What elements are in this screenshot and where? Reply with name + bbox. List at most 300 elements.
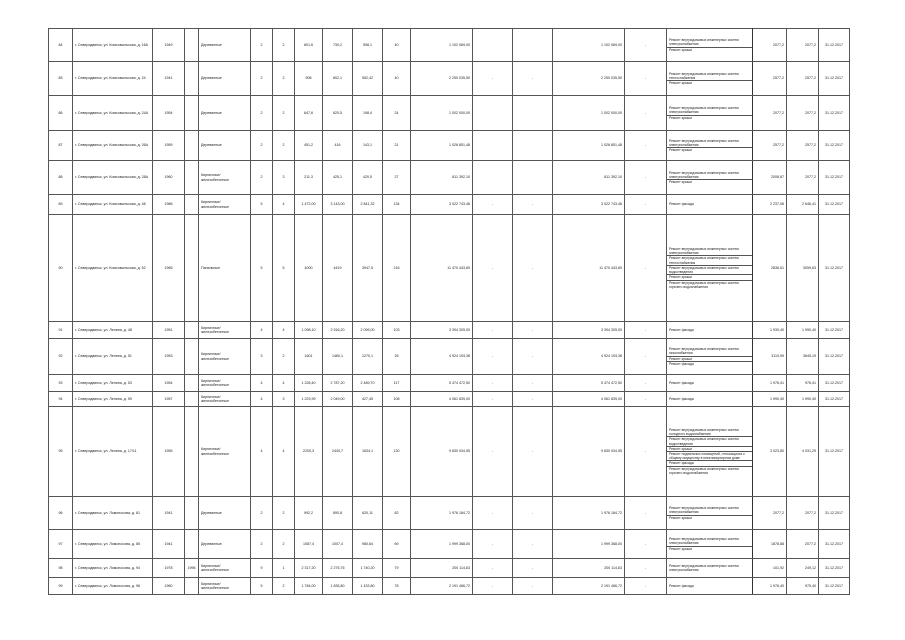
limit-cost-cell: 249,12 xyxy=(787,559,819,578)
entrances-cell: 2 xyxy=(273,96,295,131)
document-sheet xyxy=(48,28,849,595)
cost-d-cell: - xyxy=(625,215,667,322)
unit-cost-cell: 2077,2 xyxy=(753,29,787,62)
cost-a-cell: - xyxy=(473,559,513,578)
works-cell xyxy=(667,559,753,578)
num-cell: 96 xyxy=(49,497,73,530)
table-row xyxy=(49,96,850,131)
works-cell xyxy=(667,375,753,392)
cost-b-cell xyxy=(513,29,553,62)
floors-cell: 2 xyxy=(251,530,273,559)
num-cell: 88 xyxy=(49,161,73,195)
work-item: Ремонт крыши xyxy=(669,356,693,361)
area-res-cell: 2 489,70 xyxy=(353,375,383,392)
limit-cost-cell: 2077,2 xyxy=(787,96,819,131)
works-cell xyxy=(667,578,753,595)
area-res-cell: 598,1 xyxy=(353,29,383,62)
cost-a-cell: - xyxy=(473,322,513,339)
area-living-cell: 802,1 xyxy=(323,62,353,96)
cost-d-cell: - xyxy=(625,322,667,339)
residents-cell: 24 xyxy=(383,96,411,131)
cost-b-cell xyxy=(513,96,553,131)
area-res-cell: 420,5 xyxy=(353,161,383,195)
area-living-cell: 620,5 xyxy=(323,96,353,131)
work-item: Ремонт крыши xyxy=(669,81,693,86)
work-item: Ремонт фасада xyxy=(669,361,694,366)
cost-b-cell xyxy=(513,131,553,161)
area-living-cell: 890,8 xyxy=(323,497,353,530)
num-cell: 98 xyxy=(49,559,73,578)
cost-c-cell: 1 102 069,00 xyxy=(553,29,625,62)
area-living-cell: 2 916,20 xyxy=(323,322,353,339)
address-cell: г. Северодвинск, ул. Ленина, д. 53 xyxy=(73,375,153,392)
works-cell xyxy=(667,161,753,195)
cost-c-cell: 2 250 035,50 xyxy=(553,62,625,96)
cost-a-cell: - xyxy=(473,375,513,392)
area-living-cell: 1460,1 xyxy=(323,339,353,375)
cost-c-cell: 3 394 305,00 xyxy=(553,322,625,339)
entrances-cell: 2 xyxy=(273,131,295,161)
year-cell: 1978 xyxy=(153,559,185,578)
area-living-cell: 3 143,00 xyxy=(323,195,353,215)
wall-cell: Кирпичные/ железобетонные xyxy=(199,195,251,215)
entrances-cell: 2 xyxy=(273,530,295,559)
area-res-cell: 980,64 xyxy=(353,530,383,559)
residents-cell: 78 xyxy=(383,578,411,595)
year-cell: 1953 xyxy=(153,339,185,375)
cost-b-cell: - xyxy=(513,530,553,559)
area-res-cell: 1270,1 xyxy=(353,339,383,375)
year-cell: 1954 xyxy=(153,375,185,392)
work-item: Ремонт внутридомовых инженерных систем холодного водоснабжения xyxy=(669,427,739,437)
table-row xyxy=(49,407,850,497)
cost-a-cell xyxy=(473,161,513,195)
num-cell: 92 xyxy=(49,339,73,375)
year-cell: 1959 xyxy=(153,131,185,161)
entrances-cell: 2 xyxy=(273,339,295,375)
residents-cell: 40 xyxy=(383,29,411,62)
residents-cell: 134 xyxy=(383,195,411,215)
floors-cell: 2 xyxy=(251,131,273,161)
cost-b-cell: - xyxy=(513,339,553,375)
wall-extra-cell xyxy=(185,131,199,161)
unit-cost-cell: 1 990,40 xyxy=(753,392,787,407)
floors-cell: 3 xyxy=(251,339,273,375)
cost-a-cell xyxy=(473,96,513,131)
work-item: Ремонт крыши xyxy=(669,148,693,153)
cost-b-cell: - xyxy=(513,578,553,595)
table-row xyxy=(49,530,850,559)
area-res-cell: 620,11 xyxy=(353,497,383,530)
cost-total-cell: 3 394 305,00 xyxy=(411,322,473,339)
cost-total-cell: 9 830 034,55 xyxy=(411,407,473,497)
area-total-cell: 1087,4 xyxy=(295,530,323,559)
work-item: Ремонт крыши xyxy=(669,546,693,551)
wall-extra-cell xyxy=(185,407,199,497)
address-cell: г. Северодвинск, ул. Ленина, д. 59 xyxy=(73,392,153,407)
limit-cost-cell: 2577,2 xyxy=(787,62,819,96)
unit-cost-cell: 2077,2 xyxy=(753,96,787,131)
area-total-cell: 2200,3 xyxy=(295,407,323,497)
num-cell: 94 xyxy=(49,392,73,407)
year-cell: 1960 xyxy=(153,161,185,195)
address-cell: г. Северодвинск, ул. Комсомольская, д. 28А xyxy=(73,161,153,195)
cost-c-cell: 811 392,10 xyxy=(553,161,625,195)
limit-cost-cell: 1 990,40 xyxy=(787,392,819,407)
entrances-cell: 3 xyxy=(273,161,295,195)
unit-cost-cell: 3 023,80 xyxy=(753,407,787,497)
work-item: Ремонт внутридомовых инженерных систем теплоснабжения xyxy=(669,71,739,80)
entrances-cell: 2 xyxy=(273,497,295,530)
unit-cost-cell: 3110,99 xyxy=(753,339,787,375)
floors-cell: 2 xyxy=(251,62,273,96)
table-row xyxy=(49,161,850,195)
year-cell: 1957 xyxy=(153,392,185,407)
table-row xyxy=(49,195,850,215)
cost-total-cell: 3 022 743,48 xyxy=(411,195,473,215)
deadline-cell: 31.12.2017 xyxy=(819,559,850,578)
cost-d-cell: - xyxy=(625,559,667,578)
cost-total-cell: 200 114,63 xyxy=(411,559,473,578)
limit-cost-cell: 2077,2 xyxy=(787,29,819,62)
floors-cell: 2 xyxy=(251,161,273,195)
cost-b-cell: - xyxy=(513,195,553,215)
cost-d-cell: - xyxy=(625,497,667,530)
cost-d-cell: - xyxy=(625,62,667,96)
residents-cell: 27 xyxy=(383,161,411,195)
unit-cost-cell: 2836,51 xyxy=(753,215,787,322)
floors-cell: 9 xyxy=(251,559,273,578)
cost-c-cell: 2 191 466,72 xyxy=(553,578,625,595)
cost-d-cell: - xyxy=(625,530,667,559)
area-living-cell: 2 275,76 xyxy=(323,559,353,578)
cost-a-cell xyxy=(473,29,513,62)
cost-total-cell: 2 191 466,72 xyxy=(411,578,473,595)
residents-cell: 130 xyxy=(383,407,411,497)
cost-c-cell: 1 002 000,00 xyxy=(553,96,625,131)
cost-d-cell: - xyxy=(625,195,667,215)
area-living-cell: 4419 xyxy=(323,215,353,322)
cost-b-cell: - xyxy=(513,375,553,392)
address-cell: г. Северодвинск, ул. Ленина, д. 51 xyxy=(73,339,153,375)
cost-d-cell: - xyxy=(625,96,667,131)
limit-cost-cell: 4 031,29 xyxy=(787,407,819,497)
cost-a-cell: - xyxy=(473,407,513,497)
entrances-cell: 3 xyxy=(273,392,295,407)
works-cell xyxy=(667,322,753,339)
cost-a-cell: - xyxy=(473,530,513,559)
table-body xyxy=(49,29,850,595)
area-total-cell: 801,6 xyxy=(295,29,323,62)
wall-extra-cell xyxy=(185,339,199,375)
works-cell xyxy=(667,392,753,407)
works-cell xyxy=(667,497,753,530)
work-item: Ремонт подвальных помещений, относящихся к общему имуществу в многоквартирном доме xyxy=(669,452,745,461)
cost-c-cell: 1 976 184,72 xyxy=(553,497,625,530)
floors-cell: 4 xyxy=(251,392,273,407)
wall-extra-cell xyxy=(185,322,199,339)
entrances-cell: 5 xyxy=(273,215,295,322)
wall-cell: Кирпичные/ железобетонные xyxy=(199,322,251,339)
cost-a-cell: - xyxy=(473,339,513,375)
limit-cost-cell: 976,41 xyxy=(787,375,819,392)
area-total-cell: 1 784,00 xyxy=(295,578,323,595)
work-item: Ремонт внутридомовых инженерных систем водоотведения xyxy=(669,437,739,446)
wall-cell: Кирпичные/ железобетонные xyxy=(199,392,251,407)
wall-cell: Кирпичные/ железобетонные xyxy=(199,339,251,375)
floors-cell: 2 xyxy=(251,29,273,62)
deadline-cell: 31.12.2017 xyxy=(819,322,850,339)
wall-extra-cell xyxy=(185,96,199,131)
cost-total-cell: 1 026 851,48 xyxy=(411,131,473,161)
table-row xyxy=(49,29,850,62)
cost-a-cell: - xyxy=(473,578,513,595)
repair-program-table xyxy=(48,28,850,595)
table-row xyxy=(49,215,850,322)
wall-extra-cell xyxy=(185,497,199,530)
area-total-cell: 1 223,99 xyxy=(295,392,323,407)
floors-cell: 5 xyxy=(251,578,273,595)
cost-a-cell: - xyxy=(473,195,513,215)
works-cell xyxy=(667,29,753,62)
residents-cell: 79 xyxy=(383,559,411,578)
area-res-cell: 427,45 xyxy=(353,392,383,407)
entrances-cell: 4 xyxy=(273,407,295,497)
num-cell: 93 xyxy=(49,375,73,392)
num-cell: 99 xyxy=(49,578,73,595)
work-item: Ремонт фасада xyxy=(669,461,694,466)
work-item: Ремонт фасада xyxy=(669,202,694,207)
cost-total-cell: 4 924 193,38 xyxy=(411,339,473,375)
table-row xyxy=(49,497,850,530)
year-cell: 1951 xyxy=(153,322,185,339)
residents-cell: 108 xyxy=(383,392,411,407)
residents-cell: 82 xyxy=(383,497,411,530)
work-item: Ремонт крыши xyxy=(669,446,693,451)
wall-cell: Кирпичные/ железобетонные xyxy=(199,578,251,595)
works-cell xyxy=(667,96,753,131)
limit-cost-cell: 1 990,40 xyxy=(787,322,819,339)
cost-d-cell: - xyxy=(625,131,667,161)
floors-cell: 2 xyxy=(251,96,273,131)
table-row xyxy=(49,62,850,96)
floors-cell: 5 xyxy=(251,215,273,322)
area-living-cell: 1007,4 xyxy=(323,530,353,559)
area-living-cell: 2440,7 xyxy=(323,407,353,497)
cost-b-cell xyxy=(513,161,553,195)
work-item: Ремонт внутридомовых инженерных систем теплоснабжения xyxy=(669,256,739,265)
num-cell: 86 xyxy=(49,96,73,131)
area-total-cell: 1 472,00 xyxy=(295,195,323,215)
cost-d-cell: - xyxy=(625,375,667,392)
work-item: Ремонт фасада xyxy=(669,583,694,588)
year-cell: 1986 xyxy=(153,195,185,215)
wall-extra-cell xyxy=(185,29,199,62)
work-item: Ремонт внутридомовых инженерных систем электроснабжения xyxy=(669,138,739,147)
address-cell: г. Северодвинск, ул. Ломоносова, д. 85 xyxy=(73,530,153,559)
entrances-cell: 4 xyxy=(273,375,295,392)
wall-extra-cell xyxy=(185,62,199,96)
deadline-cell: 31.12.2017 xyxy=(819,497,850,530)
deadline-cell: 31.12.2017 xyxy=(819,161,850,195)
work-item: Ремонт внутридомовых инженерных систем электроснабжения xyxy=(669,537,739,546)
unit-cost-cell: 1 976,41 xyxy=(753,375,787,392)
cost-b-cell: - xyxy=(513,497,553,530)
cost-total-cell: 811 392,10 xyxy=(411,161,473,195)
cost-a-cell: - xyxy=(473,497,513,530)
cost-a-cell xyxy=(473,131,513,161)
cost-c-cell: 1 026 851,48 xyxy=(553,131,625,161)
cost-c-cell: 9 830 034,55 xyxy=(553,407,625,497)
address-cell: г. Северодвинск, ул. Ленина, д. 48 xyxy=(73,322,153,339)
num-cell: 90 xyxy=(49,215,73,322)
work-item: Ремонт крыши xyxy=(669,275,693,280)
area-living-cell: 416 xyxy=(323,131,353,161)
wall-cell: Деревянные xyxy=(199,62,251,96)
address-cell: г. Северодвинск, ул. Комсомольская, д. 52 xyxy=(73,215,153,322)
work-item: Ремонт внутридомовых инженерных систем горячего водоснабжения xyxy=(669,466,739,475)
cost-b-cell: - xyxy=(513,215,553,322)
year-cell: 1949 xyxy=(153,29,185,62)
cost-d-cell: - xyxy=(625,29,667,62)
num-cell: 91 xyxy=(49,322,73,339)
work-item: Ремонт крыши xyxy=(669,180,693,185)
entrances-cell: 4 xyxy=(273,195,295,215)
area-total-cell: 992,2 xyxy=(295,497,323,530)
cost-a-cell: - xyxy=(473,62,513,96)
area-total-cell: 908 xyxy=(295,62,323,96)
work-item: Ремонт внутридомовых инженерных систем электроснабжения xyxy=(669,38,739,47)
limit-cost-cell: 3645,19 xyxy=(787,339,819,375)
num-cell: 97 xyxy=(49,530,73,559)
wall-cell: Кирпичные/ железобетонные xyxy=(199,559,251,578)
cost-c-cell: 4 924 193,38 xyxy=(553,339,625,375)
deadline-cell: 31.12.2017 xyxy=(819,339,850,375)
cost-total-cell: 2 250 035,50 xyxy=(411,62,473,96)
works-cell xyxy=(667,407,753,497)
wall-extra-cell xyxy=(185,215,199,322)
residents-cell: 21 xyxy=(383,131,411,161)
wall-extra-cell xyxy=(185,195,199,215)
unit-cost-cell: 2077,2 xyxy=(753,497,787,530)
area-total-cell: 2 317,20 xyxy=(295,559,323,578)
area-total-cell: 211,3 xyxy=(295,161,323,195)
wall-cell: Деревянные xyxy=(199,530,251,559)
year-cell: 1941 xyxy=(153,530,185,559)
unit-cost-cell: 1 930,40 xyxy=(753,322,787,339)
residents-cell: 69 xyxy=(383,530,411,559)
cost-a-cell: - xyxy=(473,215,513,322)
address-cell: г. Северодвинск, ул. Ломоносова, д. 96 xyxy=(73,578,153,595)
area-res-cell: 143,1 xyxy=(353,131,383,161)
cost-c-cell: 200 114,63 xyxy=(553,559,625,578)
address-cell: г. Северодвинск, ул. Ломоносова, д. 94 xyxy=(73,559,153,578)
floors-cell: 4 xyxy=(251,322,273,339)
address-cell: г. Северодвинск, ул. Комсомольская, д. 26А xyxy=(73,131,153,161)
table-row xyxy=(49,578,850,595)
cost-c-cell: 5 474 472,50 xyxy=(553,375,625,392)
limit-cost-cell: 2077,2 xyxy=(787,497,819,530)
residents-cell: 117 xyxy=(383,375,411,392)
work-item: Ремонт внутридомовых инженерных систем водоотведения xyxy=(669,265,739,275)
limit-cost-cell: 2077,2 xyxy=(787,530,819,559)
deadline-cell: 31.12.2017 xyxy=(819,530,850,559)
cost-total-cell: 11 470 443,60 xyxy=(411,215,473,322)
cost-b-cell: - xyxy=(513,407,553,497)
area-res-cell: 198,4 xyxy=(353,96,383,131)
cost-d-cell: - xyxy=(625,392,667,407)
address-cell: г. Северодвинск, ул. Комсомольская, д. 48 xyxy=(73,195,153,215)
area-res-cell: 1 433,80 xyxy=(353,578,383,595)
deadline-cell: 31.12.2017 xyxy=(819,131,850,161)
year-cell: 1954 xyxy=(153,96,185,131)
entrances-cell: 2 xyxy=(273,62,295,96)
area-total-cell: 451,2 xyxy=(295,131,323,161)
deadline-cell: 31.12.2017 xyxy=(819,407,850,497)
cost-total-cell: 1 976 184,72 xyxy=(411,497,473,530)
unit-cost-cell: 2577,2 xyxy=(753,131,787,161)
entrances-cell: 1 xyxy=(273,559,295,578)
year-cell: 1941 xyxy=(153,497,185,530)
limit-cost-cell: 2577,2 xyxy=(787,131,819,161)
work-item: Ремонт фасада xyxy=(669,396,694,401)
work-item: Ремонт фасада xyxy=(669,327,694,332)
area-total-cell: 1 098,10 xyxy=(295,322,323,339)
wall-cell: Деревянные xyxy=(199,96,251,131)
table-row xyxy=(49,131,850,161)
year-cell: 1955 xyxy=(153,407,185,497)
num-cell: 84 xyxy=(49,29,73,62)
num-cell: 85 xyxy=(49,62,73,96)
area-res-cell: 552,42 xyxy=(353,62,383,96)
cost-total-cell: 1 002 000,00 xyxy=(411,96,473,131)
area-res-cell: 2 099,00 xyxy=(353,322,383,339)
cost-c-cell: 4 061 839,00 xyxy=(553,392,625,407)
works-cell xyxy=(667,339,753,375)
cost-d-cell: - xyxy=(625,407,667,497)
table-row xyxy=(49,322,850,339)
address-cell: г. Северодвинск, ул. Комсомольская, д. 24 xyxy=(73,62,153,96)
area-total-cell: 647,6 xyxy=(295,96,323,131)
deadline-cell: 31.12.2017 xyxy=(819,375,850,392)
floors-cell: 2 xyxy=(251,497,273,530)
works-cell xyxy=(667,530,753,559)
work-item: Ремонт крыши xyxy=(669,115,693,120)
works-cell xyxy=(667,215,753,322)
wall-cell: Кирпичные/ железобетонные xyxy=(199,161,251,195)
work-item: Ремонт внутридомовых инженерных систем электроснабжения xyxy=(669,563,739,572)
work-item: Ремонт крыши xyxy=(669,515,693,520)
cost-total-cell: 1 102 069,00 xyxy=(411,29,473,62)
area-total-cell: 1601 xyxy=(295,339,323,375)
deadline-cell: 31.12.2017 xyxy=(819,96,850,131)
address-cell: г. Северодвинск, ул. Ломоносова, д. 81 xyxy=(73,497,153,530)
address-cell: г. Северодвинск, ул. Ленина, д. 17/11 xyxy=(73,407,153,497)
cost-c-cell: 3 022 743,48 xyxy=(553,195,625,215)
wall-cell: Деревянные xyxy=(199,131,251,161)
num-cell: 89 xyxy=(49,195,73,215)
wall-extra-cell xyxy=(185,375,199,392)
cost-d-cell: - xyxy=(625,161,667,195)
floors-cell: 4 xyxy=(251,375,273,392)
area-res-cell: 2 841,32 xyxy=(353,195,383,215)
limit-cost-cell: 975,40 xyxy=(787,578,819,595)
work-item: Ремонт крыши xyxy=(669,47,693,52)
num-cell: 87 xyxy=(49,131,73,161)
address-cell: г. Северодвинск, ул. Комсомольская, д. 16А xyxy=(73,29,153,62)
works-cell xyxy=(667,195,753,215)
floors-cell: 4 xyxy=(251,407,273,497)
